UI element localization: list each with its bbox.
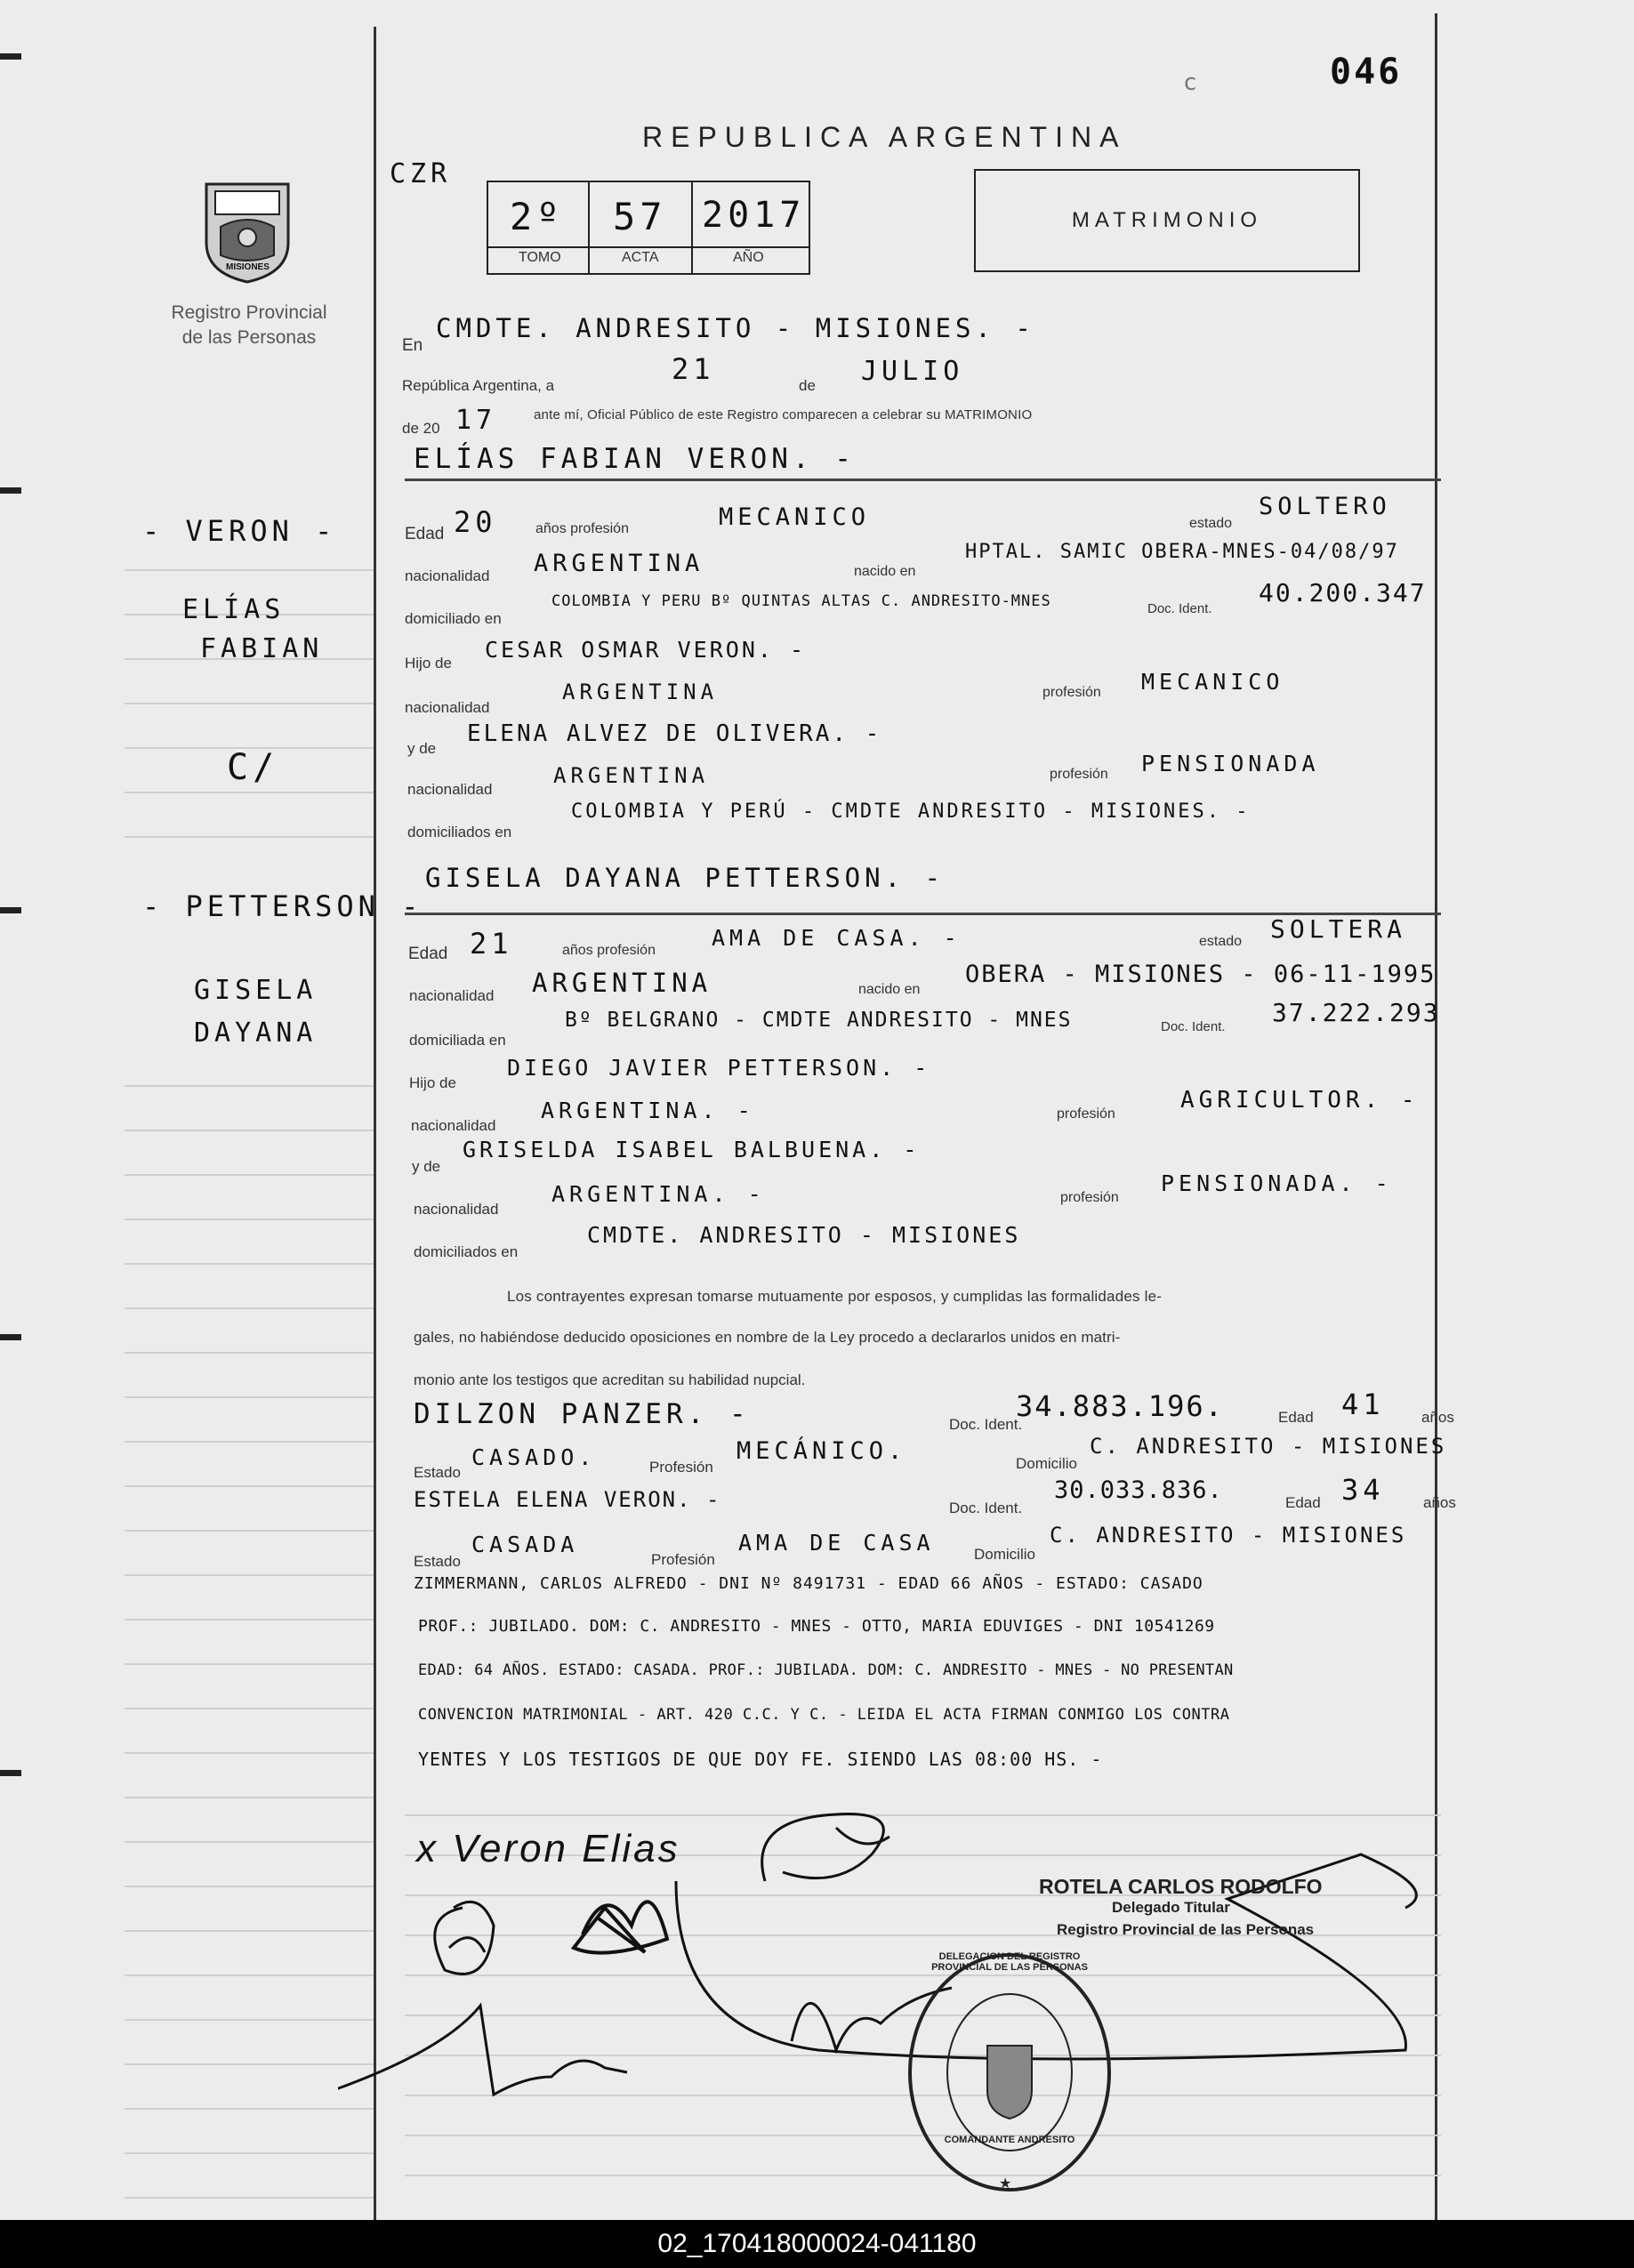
groom-father-profession: MECANICO [1141,669,1284,695]
bride-parents-address: CMDTE. ANDRESITO - MISIONES [587,1222,1021,1248]
stamp-mark: c [1183,69,1202,96]
label-doc-ident: Doc. Ident. [1147,601,1212,616]
label-domiciliada: domiciliada en [409,1032,506,1049]
label-doc-ident: Doc. Ident. [949,1416,1023,1433]
groom-age: 20 [454,505,497,539]
acta-value: 57 [613,195,667,238]
label-de-year: de 20 [402,420,440,437]
label-profesion: profesión [1057,1106,1115,1122]
margin-bride-surname: - PETTERSON - [142,889,423,923]
acta-label: ACTA [622,250,659,265]
label-profesion-cap: Profesión [649,1459,713,1476]
bride-father-nationality: ARGENTINA. - [541,1098,755,1123]
label-official: ante mí, Oficial Público de este Registro comparecen a celebrar su MATRIMONIO [534,407,1033,422]
label-nacido-en: nacido en [854,564,916,579]
bride-father-profession: AGRICULTOR. - [1180,1087,1420,1114]
groom-parents-address: COLOMBIA Y PERÚ - CMDTE ANDRESITO - MISIONES. - [571,800,1251,823]
file-id: 02_170418000024-041180 [657,2229,977,2258]
label-profesion: profesión [1050,767,1108,782]
groom-doc-id: 40.200.347 [1259,578,1427,607]
witness2-age: 34 [1341,1473,1385,1507]
bride-mother-nationality: ARGENTINA. - [551,1181,766,1207]
registry-name-line1: Registro Provincial [171,302,327,323]
intro-day: 21 [672,352,715,386]
label-nacionalidad: nacionalidad [409,987,495,1004]
anio-label: AÑO [733,250,764,265]
label-en: En [402,336,423,355]
witness1-name: DILZON PANZER. - [414,1398,751,1430]
tomo-value: 2º [510,195,564,238]
bride-father-name: DIEGO JAVIER PETTERSON. - [507,1055,931,1081]
margin-groom-name-2: FABIAN [200,633,324,664]
label-anios-profesion: años profesión [535,521,629,536]
bride-nationality: ARGENTINA [532,968,712,998]
province-logo [194,173,301,285]
bride-doc-id: 37.222.293 [1272,998,1440,1027]
declaration-line-2: gales, no habiéndose deducido oposiciones en nombre de la Ley procedo a declararlos unidos en matri- [414,1329,1121,1346]
document-type-box [974,169,1360,272]
label-profesion: profesión [1060,1190,1119,1205]
label-domiciliado: domiciliado en [405,610,502,627]
intro-year-suffix: 17 [455,405,497,436]
groom-mother-profession: PENSIONADA [1141,751,1320,776]
svg-text:★: ★ [999,2175,1012,2192]
label-edad: Edad [405,525,445,543]
witness2-profession: AMA DE CASA [738,1530,935,1556]
witness2-civil-status: CASADA [471,1532,579,1557]
punch-mark [0,487,21,494]
bride-mother-profession: PENSIONADA. - [1161,1170,1393,1196]
bride-profession: AMA DE CASA. - [712,925,962,951]
label-edad-anios: años [1423,1494,1456,1511]
tomo-label: TOMO [519,250,561,265]
groom-nationality: ARGENTINA [534,550,704,577]
label-edad-anios: años [1421,1409,1454,1426]
bride-address: Bº BELGRANO - CMDTE ANDRESITO - MNES [565,1009,1073,1032]
note-line: EDAD: 64 AÑOS. ESTADO: CASADA. PROF.: JUBILADA. DOM: C. ANDRESITO - MNES - NO PRESENTAN [418,1661,1234,1679]
groom-father-nationality: ARGENTINA [562,680,719,704]
bride-mother-name: GRISELDA ISABEL BALBUENA. - [463,1137,921,1162]
logo-text: MISIONES [226,262,270,272]
label-nacido-en: nacido en [858,982,921,997]
label-domiciliados: domiciliados en [414,1243,519,1260]
groom-profession: MECANICO [719,503,871,531]
page-number: 046 [1330,52,1403,92]
official-seal [903,1948,1116,2197]
groom-father-name: CESAR OSMAR VERON. - [485,637,807,663]
file-id-bar [0,2220,1634,2268]
note-line: PROF.: JUBILADO. DOM: C. ANDRESITO - MNES - OTTO, MARIA EDUVIGES - DNI 10541269 [418,1617,1215,1636]
margin-groom-name-1: ELÍAS [182,594,286,625]
label-doc-ident: Doc. Ident. [949,1500,1023,1516]
witness1-address: C. ANDRESITO - MISIONES [1090,1434,1447,1459]
label-nacionalidad: nacionalidad [405,567,490,584]
witness2-name: ESTELA ELENA VERON. - [414,1487,721,1512]
declaration-line-3: monio ante los testigos que acreditan su habilidad nupcial. [414,1371,806,1388]
margin-groom-surname: - VERON - [142,514,337,548]
declaration-line-1: Los contrayentes expresan tomarse mutuamente por esposos, y cumplidas las formalidades le- [507,1288,1163,1305]
label-doc-ident: Doc. Ident. [1161,1019,1226,1034]
label-hijo-de: Hijo de [409,1074,456,1091]
witness2-address: C. ANDRESITO - MISIONES [1050,1523,1407,1548]
country-title: REPUBLICA ARGENTINA [642,121,1127,153]
label-estado: estado [1189,516,1233,531]
intro-place: CMDTE. ANDRESITO - MISIONES. - [436,313,1035,343]
label-y-de: y de [412,1158,441,1175]
note-line: CONVENCION MATRIMONIAL - ART. 420 C.C. Y C. - LEIDA EL ACTA FIRMAN CONMIGO LOS CONTRA [418,1706,1230,1724]
label-y-de: y de [407,740,437,757]
label-nacionalidad: nacionalidad [405,699,490,716]
witness1-doc-id: 34.883.196. [1016,1389,1224,1423]
label-de: de [799,377,816,394]
note-line: YENTES Y LOS TESTIGOS DE QUE DOY FE. SIENDO LAS 08:00 HS. - [418,1749,1103,1770]
label-republica: República Argentina, a [402,377,555,394]
note-line: ZIMMERMANN, CARLOS ALFREDO - DNI Nº 8491731 - EDAD 66 AÑOS - ESTADO: CASADO [414,1574,1203,1593]
seal-text: DELEGACION DEL REGISTRO PROVINCIAL DE LAS PERSONAS [931,1951,1088,1973]
label-profesion-cap: Profesión [651,1551,715,1568]
margin-bride-name-1: GISELA [194,975,318,1006]
officer-registry: Registro Provincial de las Personas [1057,1921,1315,1938]
intro-month: JULIO [861,356,964,387]
anio-value: 2017 [702,195,806,236]
punch-mark [0,53,21,60]
witness1-age: 41 [1341,1387,1385,1421]
registry-seal-icon [903,1948,1116,2197]
groom-address: COLOMBIA Y PERU Bº QUINTAS ALTAS C. ANDRESITO-MNES [551,592,1051,610]
groom-mother-name: ELENA ALVEZ DE OLIVERA. - [467,720,882,747]
registry-number-box [487,181,810,275]
punch-mark [0,1770,21,1776]
bride-civil-status: SOLTERA [1270,914,1407,944]
label-estado: estado [1199,934,1243,949]
label-anios-profesion: años profesión [562,943,656,958]
bride-birthplace: OBERA - MISIONES - 06-11-1995 [965,961,1437,988]
label-domicilio: Domicilio [974,1546,1035,1563]
registry-name-line2: de las Personas [181,327,317,348]
officer-name: ROTELA CARLOS RODOLFO [1039,1875,1323,1898]
label-edad: Edad [1278,1409,1314,1426]
label-domicilio: Domicilio [1016,1455,1077,1472]
punch-mark [0,907,21,913]
witness1-civil-status: CASADO. [471,1444,597,1470]
bride-full-name: GISELA DAYANA PETTERSON. - [425,863,945,893]
label-estado-cap: Estado [414,1553,461,1570]
punch-mark [0,1334,21,1340]
seal-location: COMANDANTE ANDRESITO [944,2135,1075,2145]
label-nacionalidad: nacionalidad [414,1201,499,1218]
signature-scribbles [338,1783,1459,2210]
label-hijo-de: Hijo de [405,655,452,672]
label-nacionalidad: nacionalidad [407,781,493,798]
groom-civil-status: SOLTERO [1259,493,1391,520]
label-domiciliados: domiciliados en [407,824,512,840]
series-code: CZR [390,158,452,189]
margin-bride-name-2: DAYANA [194,1017,318,1049]
witness2-doc-id: 30.033.836. [1054,1476,1223,1504]
label-nacionalidad: nacionalidad [411,1117,496,1134]
groom-signature: x Veron Elias [416,1827,680,1870]
section-divider [405,479,1441,481]
label-edad: Edad [408,945,448,963]
groom-mother-nationality: ARGENTINA [553,763,710,788]
document-type: MATRIMONIO [1071,208,1263,232]
bride-age: 21 [470,927,513,961]
groom-birthplace: HPTAL. SAMIC OBERA-MNES-04/08/97 [965,541,1399,563]
groom-full-name: ELÍAS FABIAN VERON. - [414,443,856,475]
officer-title: Delegado Titular [1112,1899,1230,1916]
witness1-profession: MECÁNICO. [737,1437,907,1465]
label-profesion: profesión [1042,685,1101,700]
label-estado-cap: Estado [414,1464,461,1481]
label-edad: Edad [1285,1494,1321,1511]
margin-with-mark: C/ [227,747,279,788]
